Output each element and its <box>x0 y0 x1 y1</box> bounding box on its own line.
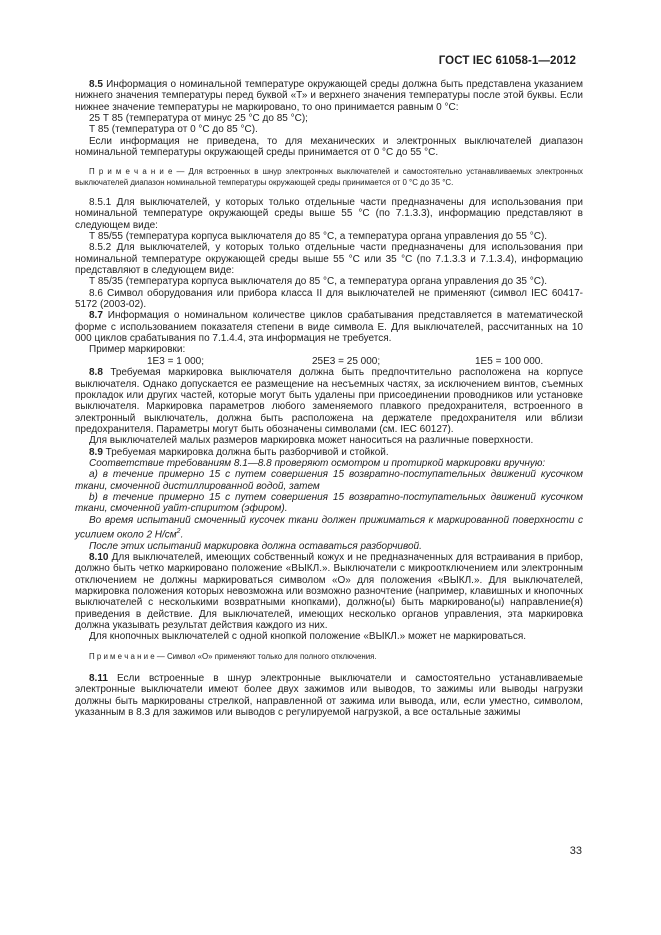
clause-8-8-small-switches: Для выключателей малых размеров маркировка может наноситься на различные поверхности. <box>89 435 534 447</box>
clause-8-9: 8.9 Требуемая маркировка должна быть разборчивой и стойкой. <box>89 446 389 458</box>
note-1: П р и м е ч а н и е — Для встроенных в шнур электронных выключателей и самостоятельно устанавливаемых электронных выключателей диапазон номинальной температуры окружающей среды принимается от 0 °С до 35 °С. <box>75 167 584 187</box>
page-number: 33 <box>569 845 582 857</box>
test-step-b: b) в течение примерно 15 с путем совершения 15 возвратно-поступательных движений кусочком ткани, смоченной уайт-спиритом (эфиром). <box>75 491 583 515</box>
clause-8-5-continuation: Если информация не приведена, то для механических и электронных выключателей диапазон номинальной температуры окружающей среды принимается от 0 °С до 55 °С. <box>75 135 583 159</box>
temp-example-2: Т 85 (температура от 0 °С до 85 °С). <box>89 124 258 136</box>
clause-8-5-1: 8.5.1 Для выключателей, у которых только отдельные части предназначены для использования при номинальной температуре окружающей среды выше 55 °С (по 7.1.3.3), информацию представляют в следующем виде: <box>75 197 583 231</box>
clause-8-5-2-example: Т 85/35 (температура корпуса выключателя до 85 °С, а температура органа управления до 35 °С). <box>89 276 548 288</box>
clause-8-6: 8.6 Символ оборудования или прибора класса II для выключателей не применяют (символ IEC 60417-5172 (2003-02). <box>75 287 583 311</box>
cycles-example-row <box>75 356 583 367</box>
clause-number: 8.9 <box>89 446 103 458</box>
clause-8-10-push-button: Для кнопочных выключателей с одной кнопкой положение «ВЫКЛ.» может не маркироваться. <box>89 631 527 643</box>
clause-8-11: 8.11 Если встроенные в шнур электронные выключатели и самостоятельно устанавливаемые электронные выключатели имеют более двух зажимов или выводов, то зажимы или выводы нагрузки должны быть маркированы стрелкой, направленной от зажима или вывода, или, если уместно, символом, указанным в 8.3 для зажимов или выводов с регулируемой нагрузкой, а все остальные зажимы <box>75 673 583 719</box>
clause-8-10: 8.10 Для выключателей, имеющих собственный кожух и не предназначенных для встраивания в прибор, должно быть четко маркировано положение «ВЫКЛ.». Выключатели с микроотключением или электронным отключением не должны маркироваться символом «О» для положения «ВЫКЛ.». Для выключателей, маркировка положения которых невозможна или возможно разночтение (например, клавишных и кнопочных выключателей с несколькими возвратными кнопками), должно(ы) быть маркировано(ы) направление(я) приведения в действие. Для выключателей, имеющих несколько органов управления, эта маркировка должна указывать результат действия каждого из них. <box>75 551 583 632</box>
clause-8-8: 8.8 Требуемая маркировка выключателя должна быть предпочтительно расположена на корпусе выключателя. Однако допускается ее размещение на несъемных частях, за исключением винтов, съемных прокладок или других частей, которые могут быть удалены при присоединении проводников или установке выключателя. Маркировка параметров любого заменяемого плавкого предохранителя, встроенного в электронный выключатель, должна быть расположена на держателе предохранителя или вблизи предохранителя. Параметры могут быть обозначены символами (см. IEC 60127). <box>75 367 583 435</box>
clause-8-5-2: 8.5.2 Для выключателей, у которых только отдельные части предназначены для использования при номинальной температуре окружающей среды выше 55 °С или 35 °С (по 7.1.3.3 и 7.1.3.4), информацию представляют в следующем виде: <box>75 242 583 277</box>
note-2: П р и м е ч а н и е — Символ «О» применяют только для полного отключения. <box>89 651 377 661</box>
example-label: Пример маркировки: <box>89 344 186 356</box>
clause-number: 8.10 <box>89 551 109 563</box>
temp-example-1: 25 Т 85 (температура от минус 25 °С до 85 °С); <box>89 113 308 125</box>
clause-number: 8.7 <box>89 310 103 322</box>
clause-8-7: 8.7 Информация о номинальном количестве циклов срабатывания представляется в математической форме с использованием показателя степени в виде символа Е. Для выключателей, рассчитанных на 10 000 циклов срабатывания по 7.1.4.4, эта информация не требуется. <box>75 310 583 345</box>
standard-header: ГОСТ IEC 61058-1—2012 <box>438 55 576 67</box>
cycles-example-1: 1Е3 = 1 000; <box>147 355 204 367</box>
note-label: П р и м е ч а н и е <box>89 651 155 661</box>
cycles-example-3: 1Е5 = 100 000. <box>475 355 544 367</box>
clause-8-5-1-example: Т 85/55 (температура корпуса выключателя до 85 °С, а температура органа управления до 55 °С). <box>89 231 548 243</box>
clause-number: 8.5 <box>89 79 103 90</box>
clause-8-5: 8.5 Информация о номинальной температуре окружающей среды должна быть представлена указанием нижнего значения температуры перед буквой «Т» и верхнего значения температуры после этой буквы. Если нижнее значение температуры не маркировано, то оно принимается равным 0 °С: <box>75 79 583 113</box>
test-result: После этих испытаний маркировка должна оставаться разборчивой. <box>89 540 422 552</box>
compliance-check: Соответствие требованиям 8.1—8.8 проверяют осмотром и протиркой маркировки вручную: <box>89 457 546 469</box>
test-step-a: а) в течение примерно 15 с путем совершения 15 возвратно-поступательных движений кусочком ткани, смоченной дистиллированной водой, затем <box>75 469 583 492</box>
clause-number: 8.11 <box>89 673 108 685</box>
note-label: П р и м е ч а н и е <box>89 167 173 177</box>
clause-number: 8.8 <box>89 367 103 379</box>
document-body <box>75 79 583 718</box>
cycles-example-2: 25Е3 = 25 000; <box>312 355 381 367</box>
test-pressure: Во время испытаний смоченный кусочек ткани должен прижиматься к маркированной поверхности с усилием около 2 $Н/см^2$. <box>75 514 583 541</box>
